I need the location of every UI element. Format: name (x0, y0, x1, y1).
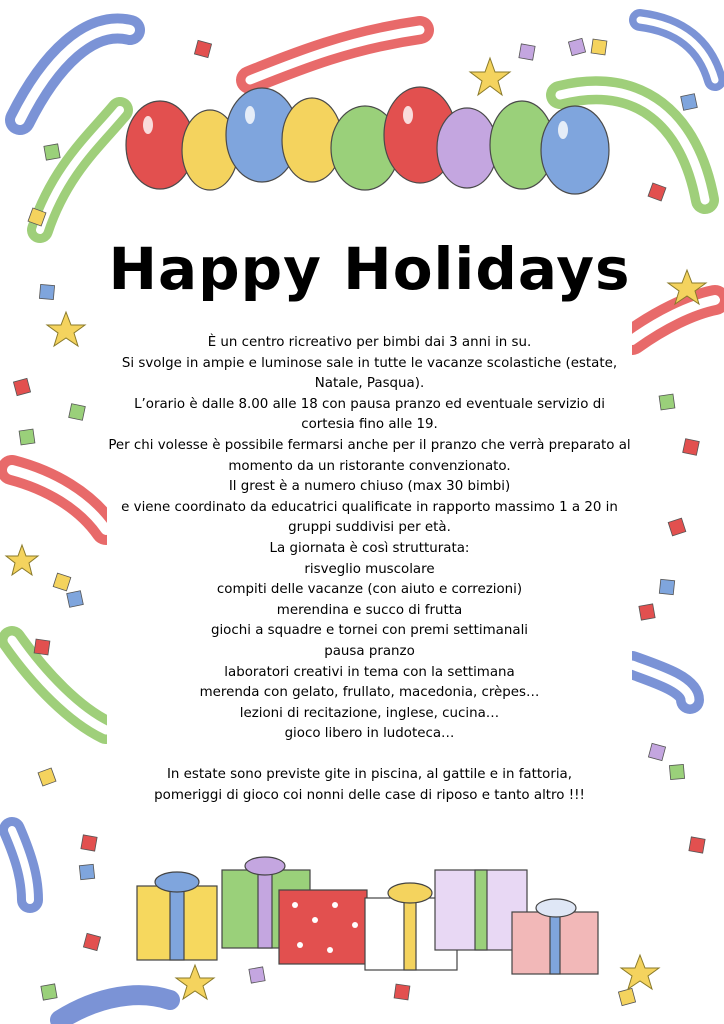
schedule-item: pausa pranzo (324, 643, 415, 659)
intro-line: e viene coordinato da educatrici qualificate in rapporto massimo 1 a 20 in gruppi suddivisi per età. (121, 499, 618, 536)
content-panel (107, 205, 632, 845)
schedule-item: merendina e succo di frutta (276, 602, 463, 618)
schedule-item: merenda con gelato, frullato, macedonia, crèpes… (199, 685, 540, 701)
schedule-item: laboratori creativi in tema con la settimana (224, 664, 515, 680)
gift-boxes (137, 857, 598, 974)
schedule-item: gioco libero in ludoteca… (284, 726, 455, 742)
page-title: Happy Holidays (108, 235, 631, 303)
intro-line: L’orario è dalle 8.00 alle 18 con pausa pranzo ed eventuale servizio di cortesia fino alle 19. (134, 396, 605, 433)
closing-line: In estate sono previste gite in piscina, al gattile e in fattoria, (166, 767, 573, 783)
schedule-item: risveglio muscolare (304, 561, 435, 577)
intro-line: La giornata è così strutturata: (269, 540, 470, 556)
intro-line: Il grest è a numero chiuso (max 30 bimbi) (228, 479, 511, 495)
intro-line: È un centro ricreativo per bimbi dai 3 anni in su. (207, 335, 532, 350)
schedule-item: compiti delle vacanze (con aiuto e correzioni) (216, 582, 523, 598)
intro-line: Si svolge in ampie e luminose sale in tutte le vacanze scolastiche (estate, Natale, Pasqua). (121, 355, 618, 392)
schedule-item: lezioni di recitazione, inglese, cucina… (239, 705, 500, 721)
spacer (107, 745, 632, 766)
closing-line: pomeriggi di gioco coi nonni delle case di riposo e tanto altro !!! (154, 788, 585, 804)
intro-line: Per chi volesse è possibile fermarsi anche per il pranzo che verrà preparato al momento da un ristorante convenzionato. (108, 437, 631, 474)
balloons (126, 87, 609, 194)
body-text (107, 333, 632, 807)
schedule-item: giochi a squadre e tornei con premi settimanali (210, 623, 529, 639)
